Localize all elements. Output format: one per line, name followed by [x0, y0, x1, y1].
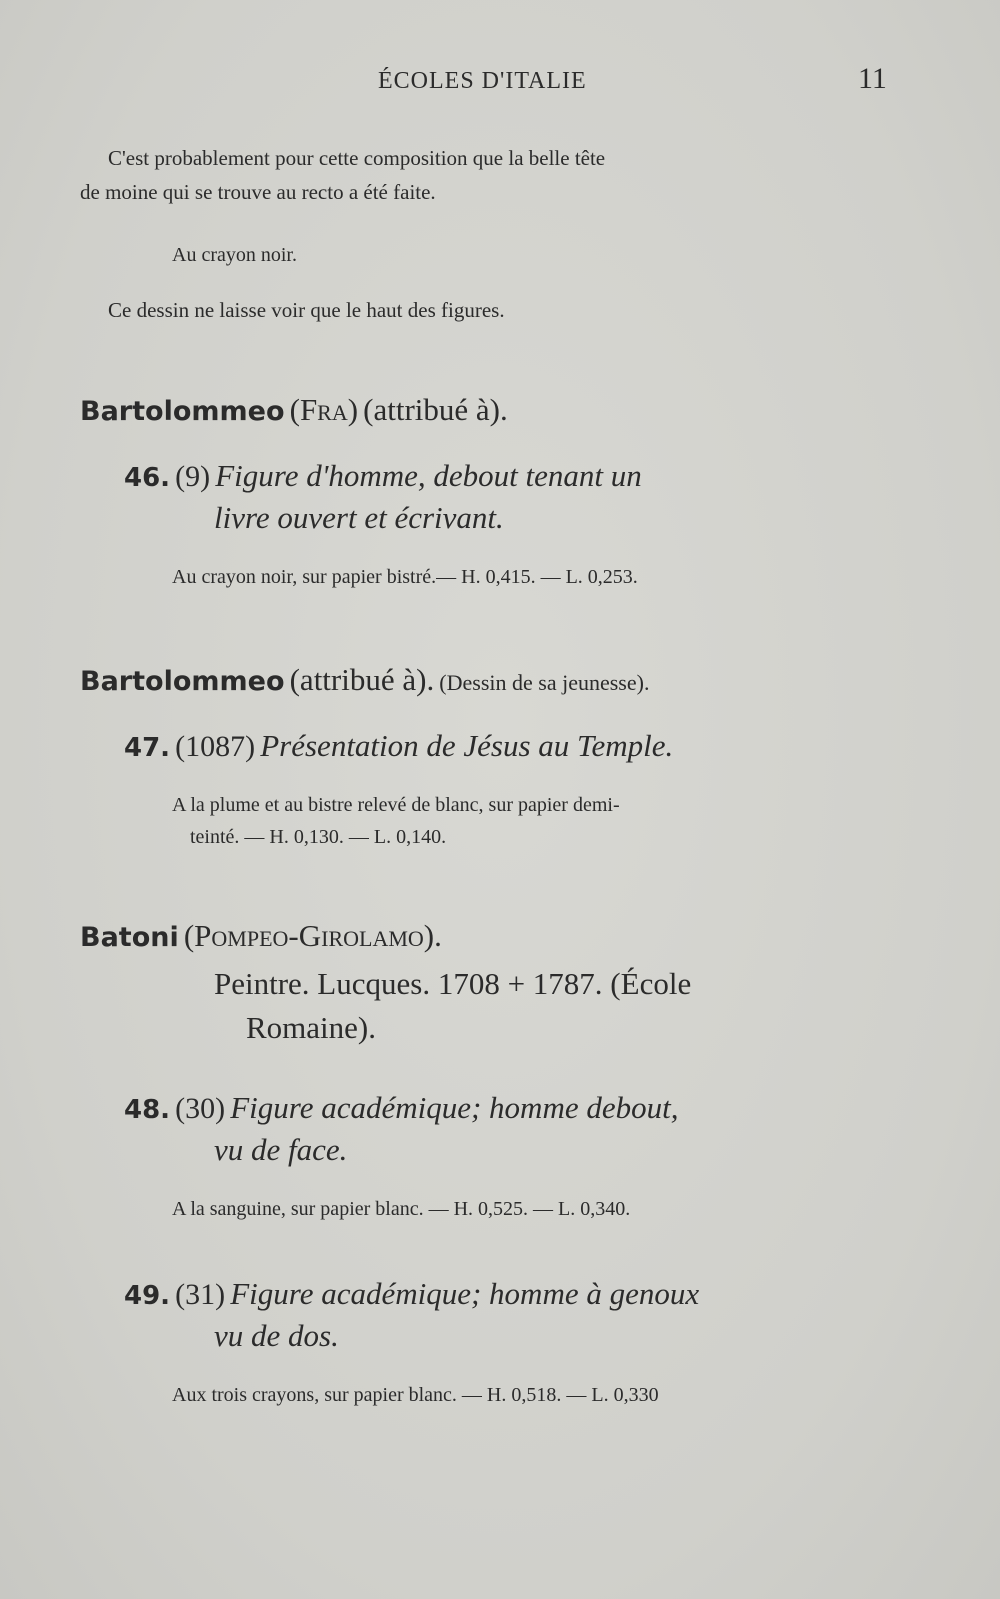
artist-qualifier: Fra	[299, 392, 348, 427]
artist-attribution: (attribué à).	[289, 662, 435, 697]
entry-47	[124, 728, 673, 764]
entry-number: 46.	[124, 463, 171, 493]
entry-number: 48.	[124, 1095, 171, 1125]
artist-name: Bartolommeo	[80, 396, 285, 427]
entry-description: Au crayon noir, sur papier bistré.— H. 0,415. — L. 0,253.	[172, 566, 638, 588]
artist-name: Batoni	[80, 922, 179, 953]
artist-bio: Peintre. Lucques. 1708 + 1787. (École	[214, 966, 692, 1001]
artist-qualifier-close: )	[347, 392, 359, 427]
intro-medium: Au crayon noir.	[172, 244, 297, 266]
entry-inventory-ref: (1087)	[175, 730, 256, 763]
artist-heading-bartolommeo	[80, 662, 649, 698]
entry-description: A la plume et au bistre relevé de blanc, sur papier demi-	[172, 794, 620, 816]
entry-description-continued: teinté. — H. 0,130. — L. 0,140.	[190, 826, 447, 848]
entry-inventory-ref: (31)	[175, 1278, 226, 1311]
entry-49	[124, 1276, 699, 1312]
entry-48	[124, 1090, 678, 1126]
intro-line-1: C'est probablement pour cette composition que la belle tête	[108, 146, 606, 170]
entry-title: Figure d'homme, debout tenant un	[215, 458, 642, 493]
artist-qualifier: (Pompeo-Girolamo).	[183, 918, 442, 953]
artist-heading-bartolommeo-fra	[80, 392, 508, 428]
artist-bio-continued: Romaine).	[246, 1010, 376, 1045]
entry-inventory-ref: (9)	[175, 460, 211, 493]
entry-inventory-ref: (30)	[175, 1092, 226, 1125]
entry-number: 49.	[124, 1281, 171, 1311]
artist-attribution: (attribué à).	[363, 392, 508, 427]
intro-line-2: de moine qui se trouve au recto a été faite.	[80, 180, 436, 204]
running-header: ÉCOLES D'ITALIE	[378, 68, 587, 94]
entry-description: Aux trois crayons, sur papier blanc. — H. 0,518. — L. 0,330	[172, 1384, 659, 1406]
artist-qualifier-open: (	[289, 392, 300, 427]
artist-heading-batoni	[80, 918, 442, 954]
entry-title-continued: vu de face.	[214, 1132, 348, 1167]
entry-46	[124, 458, 642, 494]
entry-number: 47.	[124, 733, 171, 763]
artist-name: Bartolommeo	[80, 666, 285, 697]
entry-title-continued: vu de dos.	[214, 1318, 339, 1353]
entry-description: A la sanguine, sur papier blanc. — H. 0,525. — L. 0,340.	[172, 1198, 631, 1220]
artist-note: (Dessin de sa jeunesse).	[439, 670, 650, 695]
entry-title: Présentation de Jésus au Temple.	[260, 728, 674, 763]
entry-title-continued: livre ouvert et écrivant.	[214, 500, 504, 535]
entry-title: Figure académique; homme à genoux	[230, 1276, 700, 1311]
page-number: 11	[858, 62, 887, 95]
intro-note: Ce dessin ne laisse voir que le haut des figures.	[108, 298, 505, 322]
entry-title: Figure académique; homme debout,	[230, 1090, 679, 1125]
